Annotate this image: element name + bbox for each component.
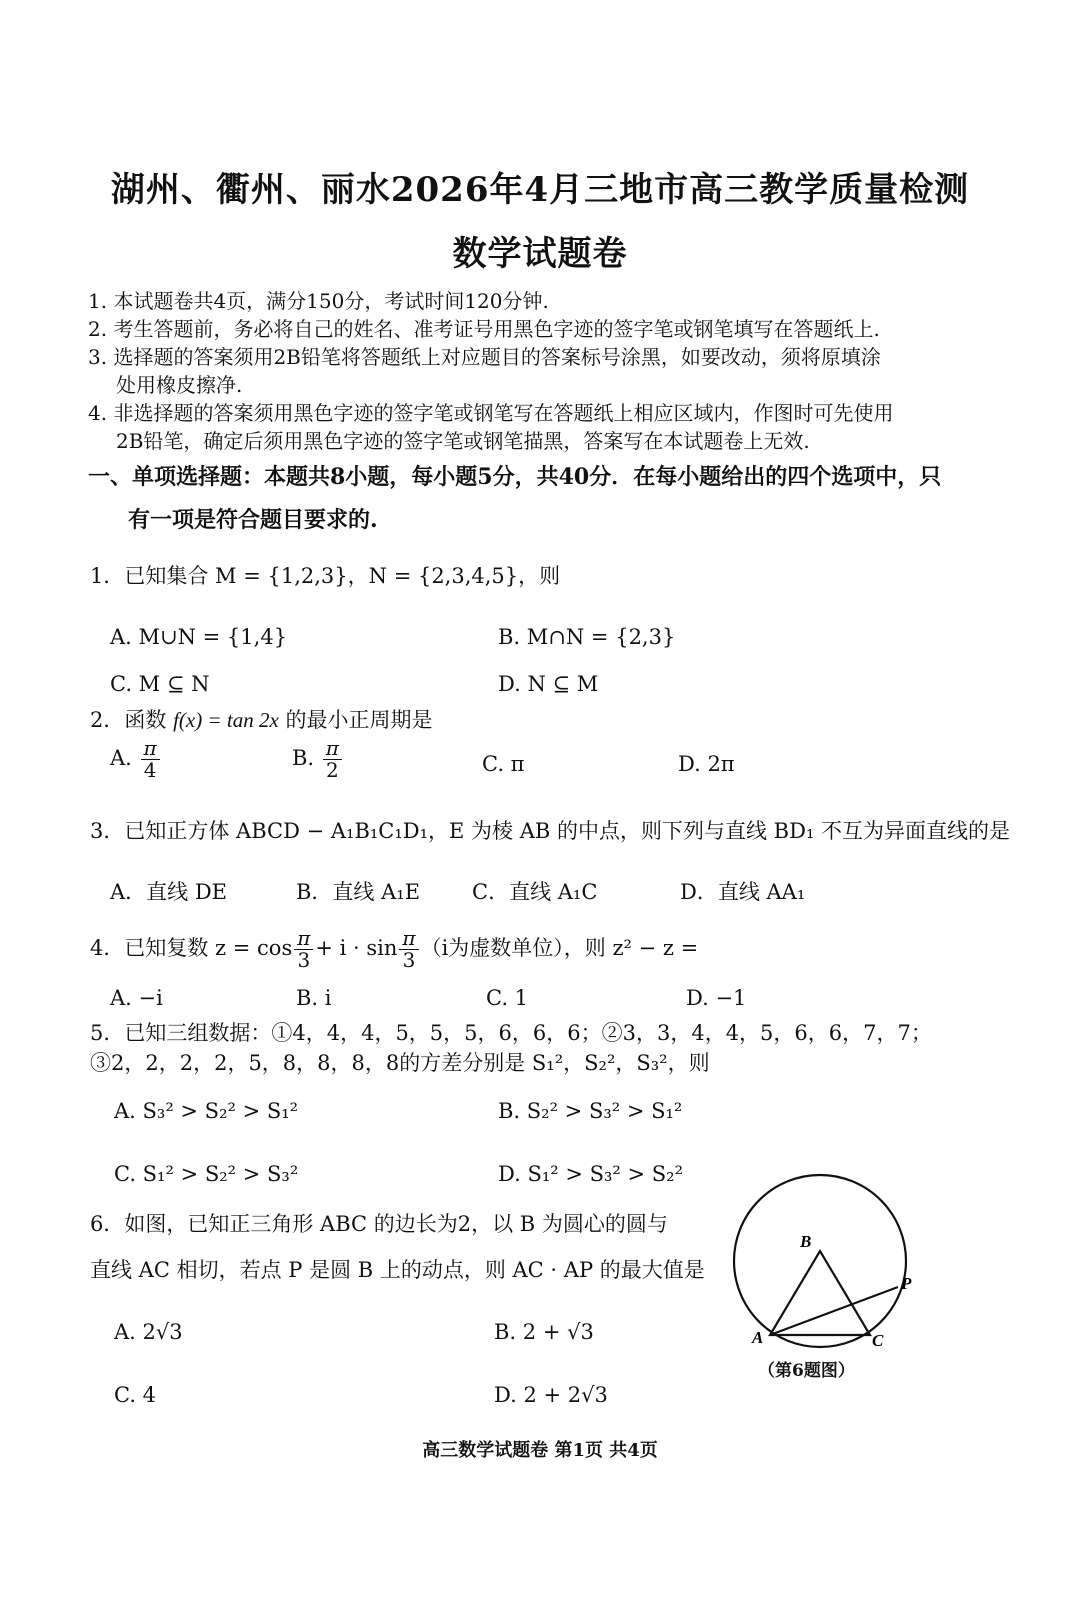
question-6-stem-cont: 直线 AC 相切，若点 P 是圆 B 上的动点，则 AC · AP 的最大值是 xyxy=(90,1258,705,1282)
label-c: C xyxy=(872,1331,884,1350)
question-2-option-b: B. $\frac{\pi}{2}$ xyxy=(292,738,344,781)
circle-b xyxy=(734,1175,906,1347)
question-2-option-a: A. $\frac{\pi}{4}$ xyxy=(110,738,162,781)
question-2-option-d: D. 2π xyxy=(678,752,735,776)
question-1-option-c: C. M ⊆ N xyxy=(110,672,210,696)
question-6-stem: 6．如图，已知正三角形 ABC 的边长为2，以 B 为圆心的圆与 xyxy=(90,1212,668,1236)
note-2: 2. 考生答题前，务必将自己的姓名、准考证号用黑色字迹的签字笔或钢笔填写在答题纸上. xyxy=(88,317,880,341)
question-2-stem: 2．函数 f(x) = tan 2x 的最小正周期是 xyxy=(90,708,433,732)
question-6-option-c: C. 4 xyxy=(114,1383,157,1407)
question-6-option-b: B. 2 + √3 xyxy=(494,1320,594,1344)
page-subtitle: 数学试题卷 xyxy=(452,234,628,274)
section-heading: 一、单项选择题：本题共8小题，每小题5分，共40分．在每小题给出的四个选项中，只 xyxy=(88,464,942,490)
note-3-cont: 处用橡皮擦净. xyxy=(116,373,243,397)
question-1-option-d: D. N ⊆ M xyxy=(498,672,599,696)
label-b: B xyxy=(800,1232,812,1251)
question-2-option-c: C. π xyxy=(482,752,525,776)
note-4: 4. 非选择题的答案须用黑色字迹的签字笔或钢笔写在答题纸上相应区域内，作图时可先使用 xyxy=(88,401,894,425)
question-5-option-c: C. S₁² > S₂² > S₃² xyxy=(114,1162,299,1186)
label-a: A xyxy=(752,1328,764,1347)
question-3-option-d: D．直线 AA₁ xyxy=(680,880,806,904)
section-heading-cont: 有一项是符合题目要求的. xyxy=(128,507,378,533)
question-5-option-b: B. S₂² > S₃² > S₁² xyxy=(498,1099,683,1123)
question-1-option-a: A. M∪N = {1,4} xyxy=(110,625,288,649)
question-3-option-c: C．直线 A₁C xyxy=(472,880,598,904)
question-6-option-d: D. 2 + 2√3 xyxy=(494,1383,608,1407)
label-p: P xyxy=(901,1274,912,1293)
question-6-option-a: A. 2√3 xyxy=(114,1320,183,1344)
question-3-option-b: B．直线 A₁E xyxy=(296,880,421,904)
note-3: 3. 选择题的答案须用2B铅笔将答题纸上对应题目的答案标号涂黑，如要改动，须将原填涂 xyxy=(88,345,881,369)
question-4-option-a: A. −i xyxy=(110,986,163,1010)
question-3-option-a: A．直线 DE xyxy=(110,880,228,904)
question-5-stem-cont: ③2，2，2，2，5，8，8，8，8的方差分别是 S₁²，S₂²，S₃²，则 xyxy=(90,1051,710,1075)
note-4-cont: 2B铅笔，确定后须用黑色字迹的签字笔或钢笔描黑，答案写在本试题卷上无效. xyxy=(116,429,810,453)
segment-ap xyxy=(770,1287,898,1335)
question-4-option-b: B. i xyxy=(296,986,332,1010)
question-4-option-c: C. 1 xyxy=(486,986,529,1010)
question-4-option-d: D. −1 xyxy=(686,986,747,1010)
page-footer: 高三数学试题卷 第1页 共4页 xyxy=(422,1440,658,1461)
question-4-stem: 4．已知复数 z = cos $\frac{\pi}{3}$ + i · sin $\frac{\pi}{3}$ （i为虚数单位），则 z² − z = xyxy=(90,926,699,972)
question-5-option-d: D. S₁² > S₃² > S₂² xyxy=(498,1162,684,1186)
question-5-stem: 5．已知三组数据：①4，4，4，5，5，5，6，6，6；②3，3，4，4，5，6，6，7，7； xyxy=(90,1021,932,1045)
page-title: 湖州、衢州、丽水2026年4月三地市高三教学质量检测 xyxy=(110,170,970,210)
question-5-option-a: A. S₃² > S₂² > S₁² xyxy=(114,1099,299,1123)
question-1-option-b: B. M∩N = {2,3} xyxy=(498,625,676,649)
question-3-stem: 3．已知正方体 ABCD − A₁B₁C₁D₁，E 为棱 AB 的中点，则下列与直线 BD₁ 不互为异面直线的是 xyxy=(90,819,1011,843)
question-1-stem: 1．已知集合 M = {1,2,3}，N = {2,3,4,5}，则 xyxy=(90,564,561,588)
triangle-abc xyxy=(770,1251,870,1335)
figure-caption: （第6题图） xyxy=(758,1361,855,1381)
question-6-figure xyxy=(720,1165,920,1355)
note-1: 1. 本试题卷共4页，满分150分，考试时间120分钟. xyxy=(88,289,549,313)
